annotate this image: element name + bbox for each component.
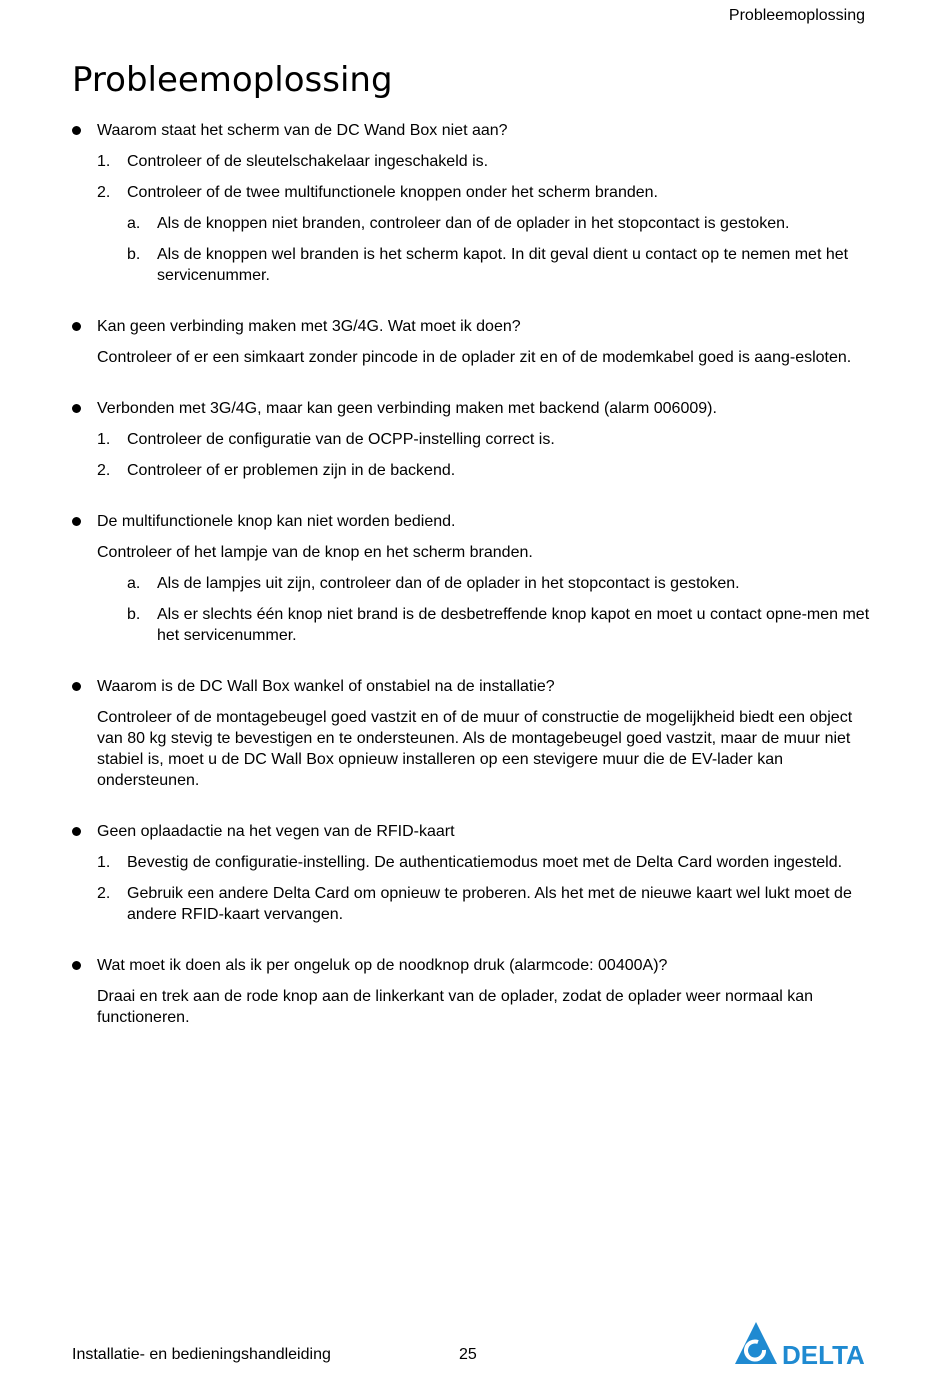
faq-list (72, 120, 872, 1058)
question-text: Waarom staat het scherm van de DC Wand Box niet aan? (97, 122, 508, 139)
footer-manual-title: Installatie- en bedieningshandleiding (72, 1346, 331, 1363)
faq-item (72, 511, 872, 646)
faq-answer: Controleer of er een simkaart zonder pincode in de oplader zit en of de modemkabel goed is aang-esloten. (97, 349, 852, 366)
substep-letter: b. (127, 606, 141, 623)
substep-text: Als de lampjes uit zijn, controleer dan of de oplader in het stopcontact is gestoken. (157, 575, 740, 592)
substep-text: Als de knoppen wel branden is het scherm kapot. In dit geval dient u contact op te nemen met het servicenummer. (157, 246, 849, 284)
substep-letter: b. (127, 246, 141, 263)
faq-question (72, 821, 872, 842)
step-text: Gebruik een andere Delta Card om opnieuw te proberen. Als het met de nieuwe kaart wel lukt moet de andere RFID-kaart vervangen. (127, 885, 852, 923)
numbered-step (72, 151, 872, 172)
question-text: Wat moet ik doen als ik per ongeluk op de noodknop druk (alarmcode: 00400A)? (97, 957, 668, 974)
numbered-step (72, 429, 872, 450)
bullet-icon (72, 404, 81, 413)
numbered-step (72, 883, 872, 925)
bullet-icon (72, 322, 81, 331)
lettered-substep (72, 213, 872, 234)
step-number: 1. (97, 431, 111, 448)
step-text: Controleer of er problemen zijn in de backend. (127, 462, 456, 479)
step-number: 1. (97, 854, 111, 871)
faq-item (72, 821, 872, 925)
delta-logo (733, 1320, 865, 1371)
step-text: Controleer of de sleutelschakelaar ingeschakeld is. (127, 153, 489, 170)
step-text: Bevestig de configuratie-instelling. De authenticatiemodus moet met de Delta Card worden ingesteld. (127, 854, 843, 871)
question-text: Waarom is de DC Wall Box wankel of onstabiel na de installatie? (97, 678, 555, 695)
faq-item (72, 676, 872, 791)
lettered-substep (72, 573, 872, 594)
faq-answer: Controleer of het lampje van de knop en het scherm branden. (97, 544, 533, 561)
faq-question (72, 676, 872, 697)
substep-text: Als de knoppen niet branden, controleer dan of de oplader in het stopcontact is gestoken. (157, 215, 790, 232)
bullet-icon (72, 961, 81, 970)
step-number: 2. (97, 462, 111, 479)
bullet-icon (72, 827, 81, 836)
faq-question (72, 955, 872, 976)
lettered-substep (72, 244, 872, 286)
question-text: De multifunctionele knop kan niet worden bediend. (97, 513, 456, 530)
page-title: Probleemoplossing (72, 60, 393, 100)
numbered-step (72, 182, 872, 203)
numbered-step (72, 460, 872, 481)
bullet-icon (72, 682, 81, 691)
numbered-step (72, 852, 872, 873)
question-text: Verbonden met 3G/4G, maar kan geen verbinding maken met backend (alarm 006009). (97, 400, 717, 417)
faq-item (72, 955, 872, 1028)
faq-item (72, 316, 872, 368)
bullet-icon (72, 126, 81, 135)
step-number: 2. (97, 184, 111, 201)
faq-answer: Draai en trek aan de rode knop aan de linkerkant van de oplader, zodat de oplader weer normaal kan functioneren. (97, 988, 814, 1026)
delta-logo-icon (733, 1320, 865, 1366)
bullet-icon (72, 517, 81, 526)
step-text: Controleer of de twee multifunctionele knoppen onder het scherm branden. (127, 184, 658, 201)
running-header: Probleemoplossing (728, 7, 865, 24)
delta-logo-text: DELTA (782, 1340, 865, 1366)
page-number: 25 (459, 1346, 477, 1363)
faq-question (72, 398, 872, 419)
question-text: Kan geen verbinding maken met 3G/4G. Wat moet ik doen? (97, 318, 521, 335)
question-text: Geen oplaadactie na het vegen van de RFID-kaart (97, 823, 455, 840)
faq-item (72, 398, 872, 481)
lettered-substep (72, 604, 872, 646)
substep-letter: a. (127, 215, 141, 232)
faq-answer: Controleer of de montagebeugel goed vastzit en of de muur of constructie de mogelijkheid biedt een object van 80 kg stevig te bevestigen en te ondersteunen. Als de montagebeugel goed vastzit, maar de muur niet stabiel is, moet u de DC Wall Box opnieuw installeren op een stevigere muur die de EV-lader kan ondersteunen. (97, 709, 853, 789)
faq-item (72, 120, 872, 286)
step-number: 1. (97, 153, 111, 170)
substep-text: Als er slechts één knop niet brand is de desbetreffende knop kapot en moet u contact opne-men met het servicenummer. (157, 606, 870, 644)
faq-question (72, 316, 872, 337)
faq-question (72, 511, 872, 532)
step-text: Controleer de configuratie van de OCPP-instelling correct is. (127, 431, 555, 448)
faq-question (72, 120, 872, 141)
substep-letter: a. (127, 575, 141, 592)
step-number: 2. (97, 885, 111, 902)
